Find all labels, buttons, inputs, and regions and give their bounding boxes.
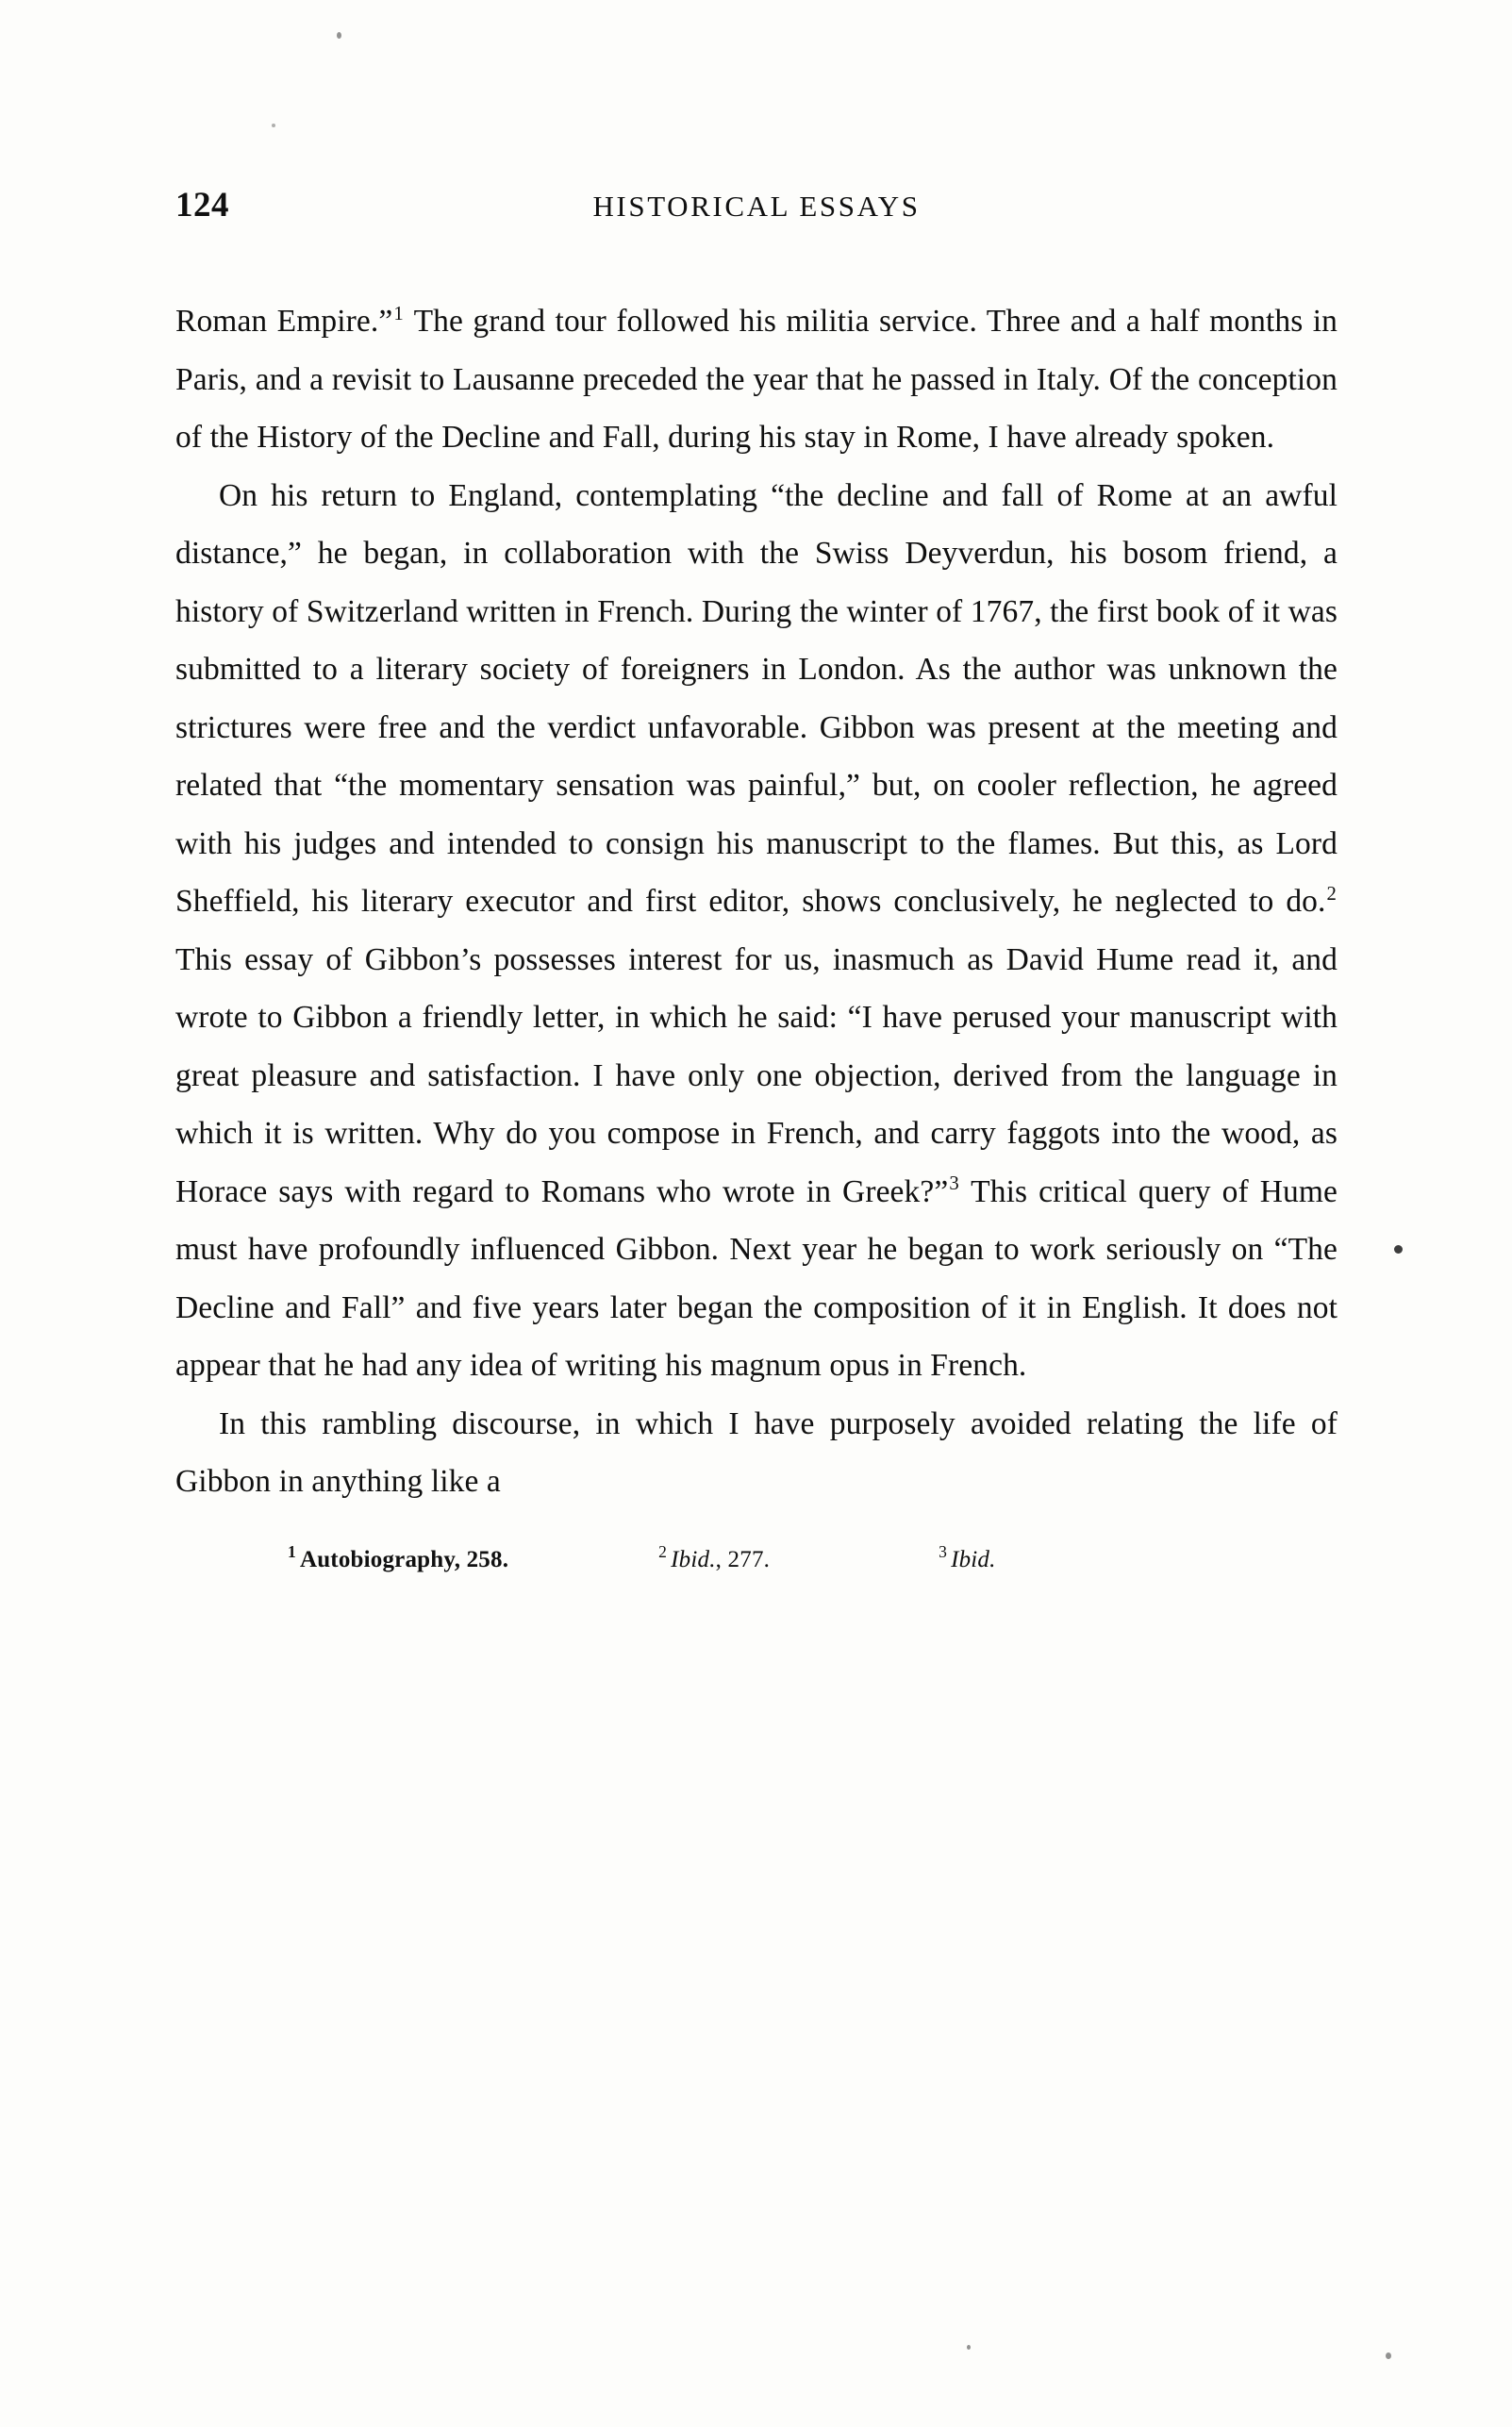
page-number: 124 [175, 186, 229, 224]
footnote-3-italic: Ibid. [951, 1546, 996, 1572]
running-head: HISTORICAL ESSAYS [592, 190, 921, 223]
page-content [175, 185, 1338, 1573]
paragraph-1-text-a: Roman Empire.” [175, 304, 393, 339]
footnote-1-marker: 1 [288, 1542, 296, 1562]
footnote-ref-2: 2 [1326, 882, 1337, 905]
paragraph-3 [175, 1395, 1338, 1511]
paragraph-3-text: In this rambling discourse, in which I have purposely avoided relating the life of Gibbon in anything like a [175, 1405, 1338, 1499]
paragraph-1 [175, 292, 1338, 467]
paragraph-2-text-c: This critical query of Hume must have profoundly influenced Gibbon. Next year he began to work seriously on “The Decline and Fall” and five years later began the composition of it in English. It does not appear that he had any idea of writing his magnum opus in French. [175, 1173, 1338, 1383]
footnote-2 [657, 1542, 771, 1573]
footnote-3-marker: 3 [939, 1542, 948, 1562]
paper-speck [967, 2345, 971, 2350]
page-header [175, 185, 1338, 241]
footnote-2-italic: Ibid. [671, 1546, 716, 1572]
paper-speck [272, 124, 275, 127]
footnote-separator-space [175, 1511, 1338, 1532]
footnote-2-text: , 277. [715, 1546, 771, 1572]
footnote-3 [938, 1542, 996, 1573]
paper-speck [1386, 2352, 1391, 2359]
body-text [175, 292, 1338, 1511]
footnote-2-marker: 2 [658, 1542, 668, 1562]
paragraph-2-text-b: This essay of Gibbon’s possesses interest for us, inasmuch as David Hume read it, and wrote to Gibbon a friendly letter, in which he said: “I have perused your manuscript with great pleasure and satisfaction. I have only one objection, derived from the language in which it is written. Why do you compose in French, and carry faggots into the wood, as Horace says with regard to Romans who wrote in Greek?” [175, 941, 1338, 1209]
footnote-1-text: Autobiography, 258. [299, 1546, 509, 1572]
paper-speck [337, 32, 341, 39]
footnote-block [175, 1542, 1338, 1573]
margin-ink-mark [1394, 1245, 1403, 1254]
paragraph-2-text-a: On his return to England, contemplating “the decline and fall of Rome at an awful distance,” he began, in collaboration with the Swiss Deyverdun, his bosom friend, a history of Switzerland written in French. During the winter of 1767, the first book of it was submitted to a literary society of foreigners in London. As the author was unknown the strictures were free and the verdict unfavorable. Gibbon was present at the meeting and related that “the momentary sensation was painful,” but, on cooler reflection, he agreed with his judges and intended to consign his manuscript to the flames. But this, as Lord Sheffield, his literary executor and first editor, shows conclusively, he neglected to do. [175, 477, 1338, 919]
paragraph-1-text-b: The grand tour followed his militia service. Three and a half months in Paris, and a revisit to Lausanne preceded the year that he passed in Italy. Of the conception of the History of the Decline and Fall, during his stay in Rome, I have already spoken. [175, 304, 1338, 455]
paragraph-2 [175, 467, 1338, 1395]
footnote-ref-1: 1 [393, 302, 404, 324]
footnote-ref-3: 3 [949, 1172, 959, 1195]
footnote-1 [287, 1542, 509, 1573]
